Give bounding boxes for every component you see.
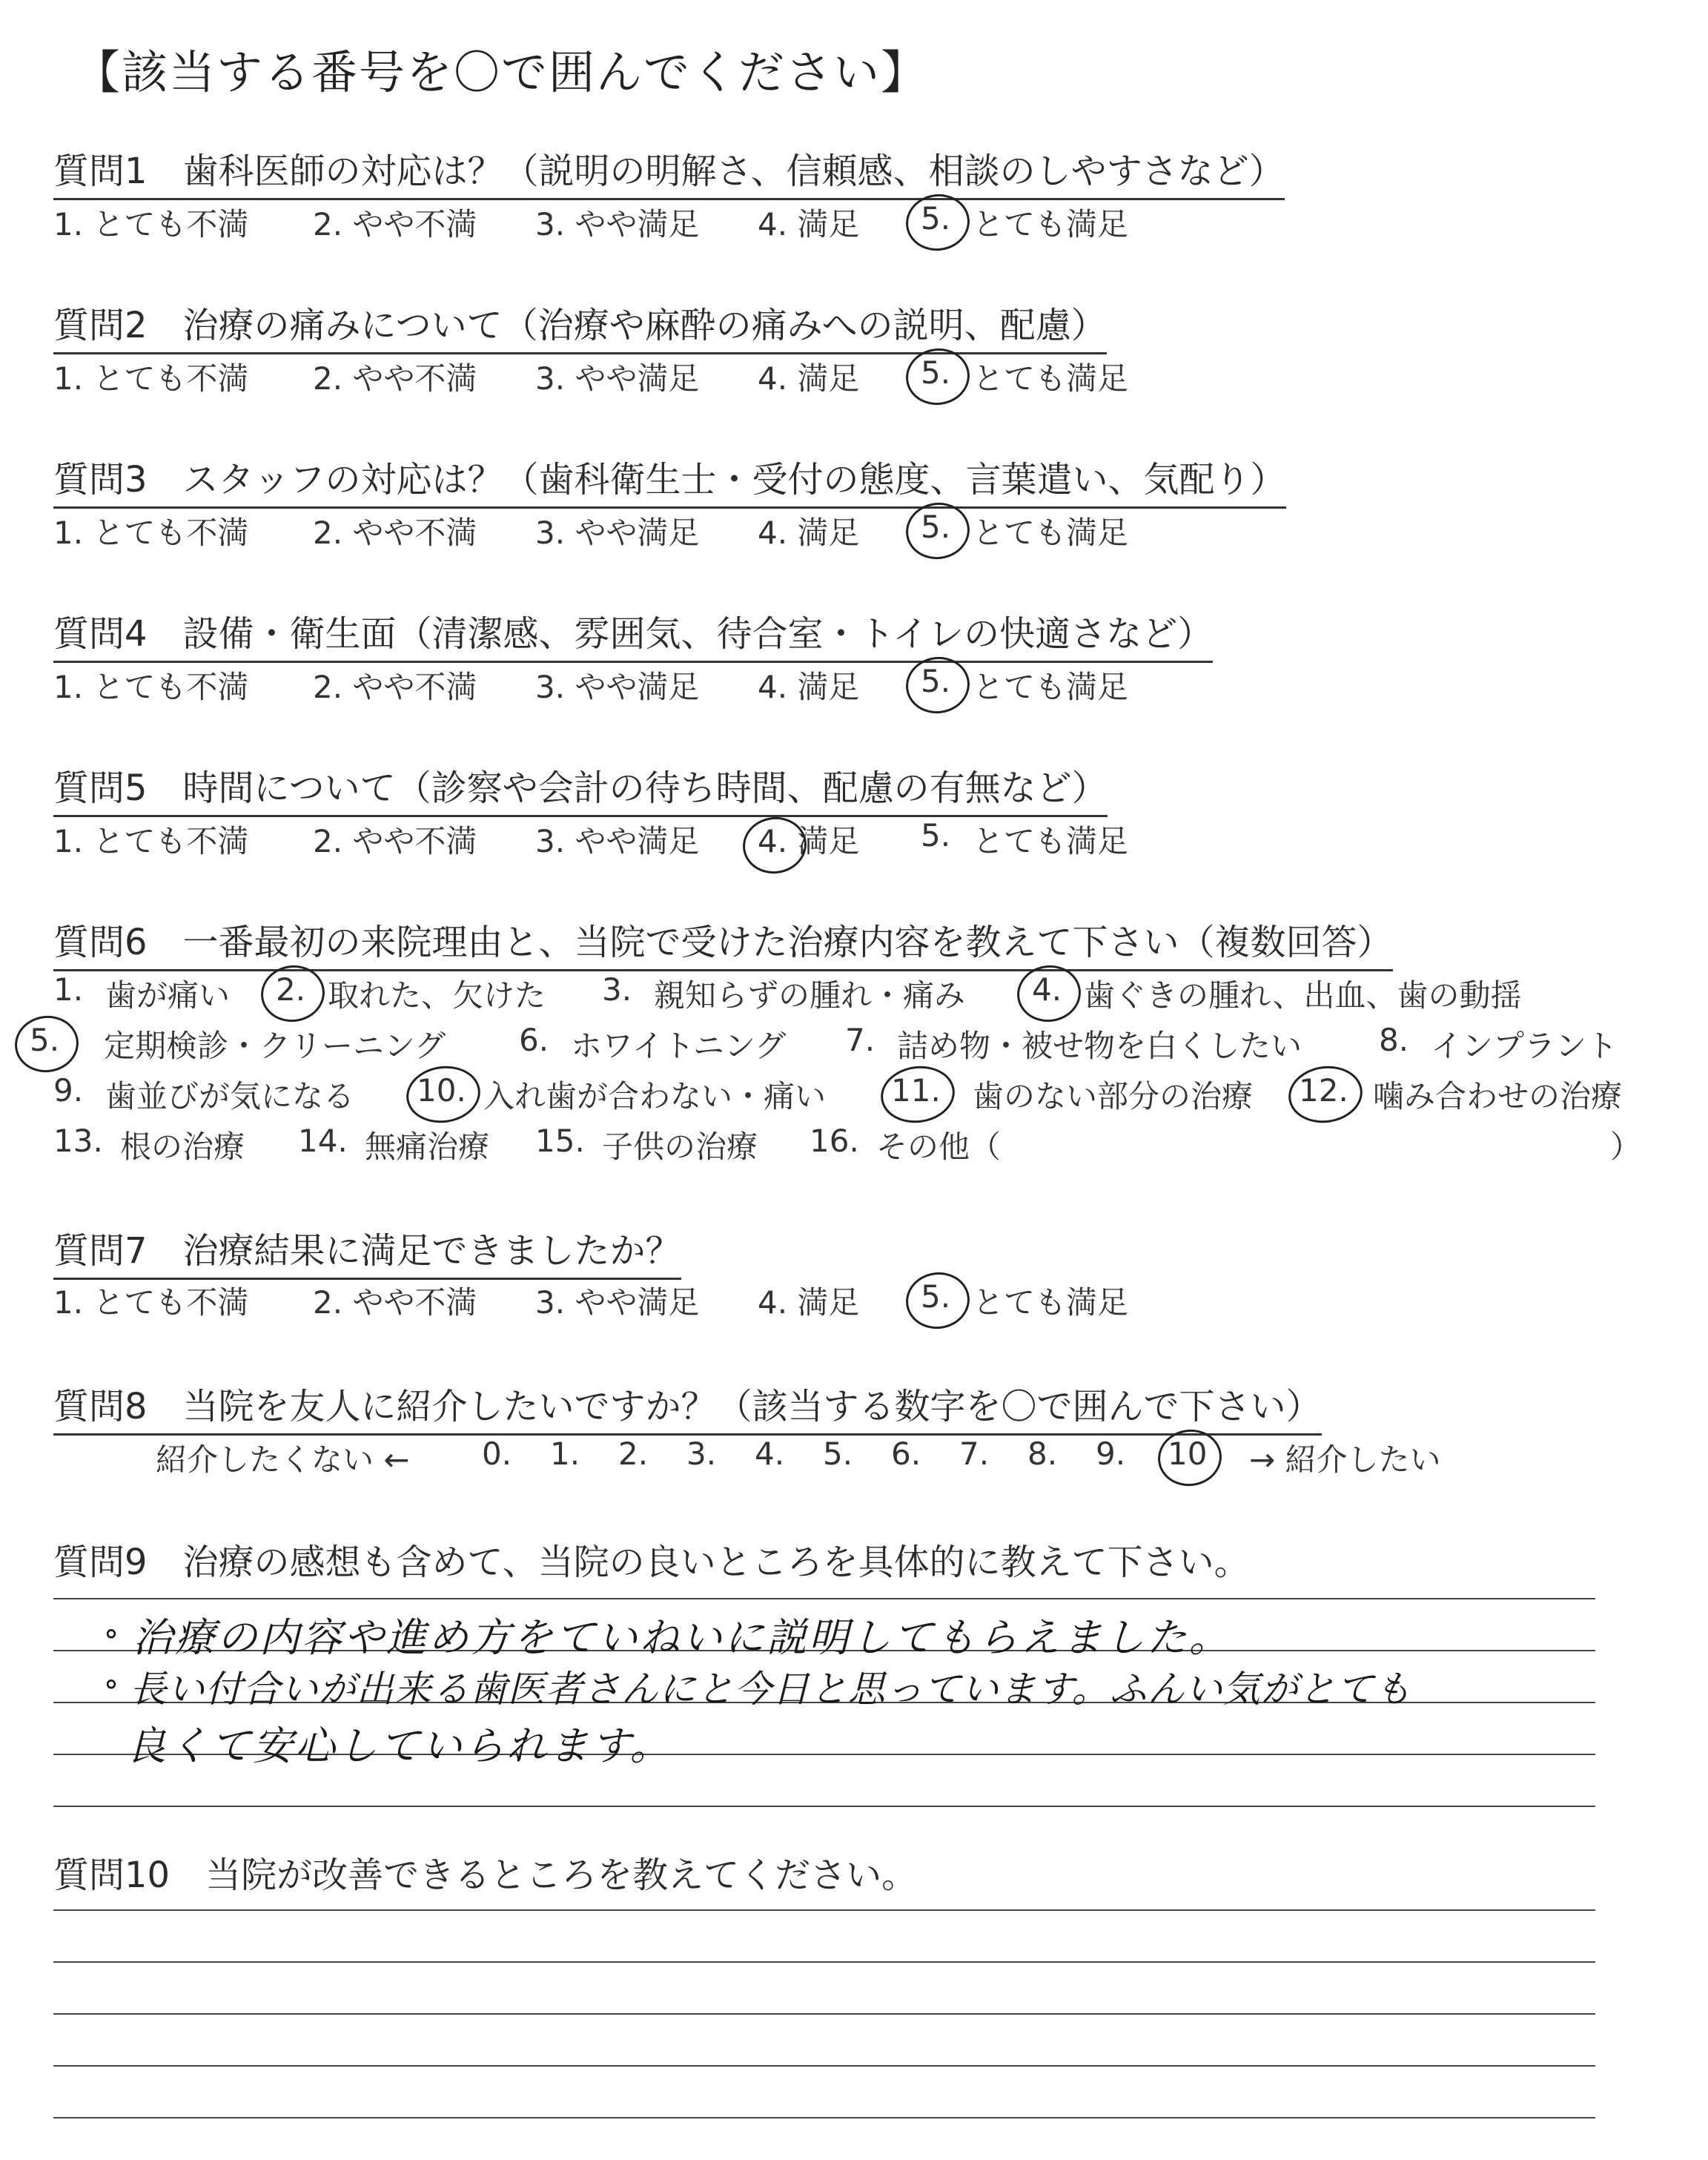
option-1[interactable]: 1. とても不満 <box>53 206 249 242</box>
question-8-scale <box>156 1436 1564 1480</box>
option-number[interactable]: 5. <box>30 1022 59 1058</box>
handwritten-answer-line-1: ° 治療の内容や進め方をていねいに説明してもらえました。 <box>104 1614 1231 1661</box>
option-5[interactable]: 5. <box>921 817 951 853</box>
question-6-title: 質問6 一番最初の来院理由と、当院で受けた治療内容を教えて下さい（複数回答） <box>53 914 1393 971</box>
option-number[interactable]: 12. <box>1299 1072 1348 1109</box>
answer-circle <box>739 813 810 877</box>
question-3-options <box>53 509 1314 553</box>
answer-line <box>53 2065 1595 2067</box>
option-number[interactable]: 10. <box>417 1072 466 1109</box>
option-label: 噛み合わせの治療 <box>1373 1078 1623 1114</box>
option-label: 親知らずの腫れ・痛み <box>654 977 966 1014</box>
option-3[interactable]: 3. やや満足 <box>535 360 700 397</box>
option-5[interactable]: 5. <box>921 354 950 391</box>
option-5[interactable]: 5. <box>921 1278 950 1315</box>
answer-circle <box>878 1061 959 1127</box>
question-4-title: 質問4 設備・衛生面（清潔感、雰囲気、待合室・トイレの快適さなど） <box>53 605 1213 663</box>
option-number[interactable]: 1. <box>53 971 84 1008</box>
handwritten-answer-line-3: 良くて安心していられます。 <box>126 1723 672 1769</box>
option-3[interactable]: 3. やや満足 <box>535 1284 700 1321</box>
option-5[interactable]: 5. <box>921 200 950 237</box>
option-3[interactable]: 3. やや満足 <box>535 669 700 705</box>
option-number[interactable]: 9. <box>53 1072 84 1109</box>
question-6-row-3 <box>53 1072 1684 1117</box>
scale-left-label: 紹介したくない ← <box>156 1441 410 1478</box>
option-number[interactable]: 14. <box>298 1123 348 1159</box>
answer-line <box>53 1909 1595 1911</box>
answer-circle <box>1285 1061 1367 1127</box>
question-6-row-2 <box>30 1022 1661 1066</box>
scale-right-label: → 紹介したい <box>1249 1441 1441 1478</box>
answer-circle <box>11 1011 82 1076</box>
option-number[interactable]: 16. <box>810 1123 859 1159</box>
option-1[interactable]: 1. とても不満 <box>53 669 249 705</box>
option-2[interactable]: 2. やや不満 <box>313 1284 477 1321</box>
question-5-title: 質問5 時間について（診察や会計の待ち時間、配慮の有無など） <box>53 759 1108 817</box>
option-label: 子供の治療 <box>602 1129 758 1165</box>
option-4[interactable]: 4. 満足 <box>758 1284 860 1321</box>
option-2[interactable]: 2. やや不満 <box>313 669 477 705</box>
option-5-label: とても満足 <box>973 206 1129 242</box>
option-number[interactable]: 6. <box>519 1022 549 1058</box>
question-8-title: 質問8 当院を友人に紹介したいですか？（該当する数字を〇で囲んで下さい） <box>53 1378 1322 1436</box>
option-label: その他（ <box>876 1129 1002 1165</box>
option-number[interactable]: 11. <box>891 1072 941 1109</box>
question-3-title: 質問3 スタッフの対応は？（歯科衛生士・受付の態度、言葉遣い、気配り） <box>53 451 1286 509</box>
option-1[interactable]: 1. とても不満 <box>53 1284 249 1321</box>
answer-circle <box>902 1268 973 1332</box>
question-10-title: 質問10 当院が改善できるところを教えてください。 <box>53 1855 918 1896</box>
answer-line <box>53 1961 1595 1963</box>
option-label: 歯ぐきの腫れ、出血、歯の動揺 <box>1084 977 1522 1014</box>
answer-circle <box>403 1061 485 1127</box>
question-9-title: 質問9 治療の感想も含めて、当院の良いところを具体的に教えて下さい。 <box>53 1542 1250 1583</box>
option-label: 歯並びが気になる <box>105 1078 355 1114</box>
option-4[interactable]: 4. 満足 <box>758 817 859 862</box>
option-label: 定期検診・クリーニング <box>104 1028 446 1064</box>
scale-number[interactable]: 0. <box>482 1436 512 1472</box>
option-number[interactable]: 3. <box>602 971 632 1008</box>
scale-number[interactable]: 5. <box>823 1436 853 1472</box>
answer-line <box>53 2013 1595 2015</box>
option-1[interactable]: 1. とても不満 <box>53 823 249 859</box>
question-2-title: 質問2 治療の痛みについて（治療や麻酔の痛みへの説明、配慮） <box>53 297 1107 354</box>
answer-line <box>53 1806 1595 1807</box>
scale-number[interactable]: 10 <box>1168 1436 1207 1472</box>
option-4[interactable]: 4. 満足 <box>758 360 860 397</box>
question-5-options <box>53 817 1314 862</box>
option-number[interactable]: 4. <box>1032 971 1062 1008</box>
option-number[interactable]: 2. <box>276 971 305 1008</box>
question-7-title: 質問7 治療結果に満足できましたか？ <box>53 1222 681 1280</box>
question-2-options <box>53 354 1314 399</box>
scale-number[interactable]: 3. <box>686 1436 717 1472</box>
option-label: 歯のない部分の治療 <box>973 1078 1254 1114</box>
handwritten-answer-line-2: ° 長い付合いが出来る歯医者さんにと今日と思っています。ふんい気がとても <box>104 1668 1412 1711</box>
option-label: 根の治療 <box>120 1129 245 1165</box>
scale-number[interactable]: 8. <box>1027 1436 1058 1472</box>
option-label: 詰め物・被せ物を白くしたい <box>897 1028 1302 1064</box>
scale-number[interactable]: 9. <box>1096 1436 1126 1472</box>
option-5-label: とても満足 <box>973 515 1129 551</box>
question-1-options <box>53 200 1314 245</box>
option-number[interactable]: 13. <box>53 1123 103 1159</box>
option-number[interactable]: 15. <box>535 1123 585 1159</box>
option-label: 取れた、欠けた <box>328 977 546 1014</box>
option-2[interactable]: 2. やや不満 <box>313 823 477 859</box>
option-2[interactable]: 2. やや不満 <box>313 360 477 397</box>
option-label: ホワイトニング <box>571 1028 787 1064</box>
option-2[interactable]: 2. やや不満 <box>313 515 477 551</box>
option-5-label: とても満足 <box>973 669 1129 705</box>
option-4[interactable]: 4. 満足 <box>758 515 860 551</box>
question-7-options <box>53 1278 1314 1323</box>
question-6-row-4 <box>53 1123 1647 1167</box>
option-label: 入れ歯が合わない・痛い <box>483 1078 827 1114</box>
option-number[interactable]: 8. <box>1379 1022 1409 1058</box>
option-3[interactable]: 3. やや満足 <box>535 206 700 242</box>
option-3[interactable]: 3. やや満足 <box>535 823 700 859</box>
option-2[interactable]: 2. やや不満 <box>313 206 477 242</box>
answer-line <box>53 2117 1595 2118</box>
option-label: 歯が痛い <box>105 977 231 1014</box>
scale-number[interactable]: 6. <box>891 1436 921 1472</box>
option-4[interactable]: 4. 満足 <box>758 669 860 705</box>
other-close-paren: ） <box>1610 1129 1642 1165</box>
page-title: 【該当する番号を〇で囲んでください】 <box>74 45 929 99</box>
question-1-title: 質問1 歯科医師の対応は？（説明の明解さ、信頼感、相談のしやすさなど） <box>53 142 1285 200</box>
option-number[interactable]: 7. <box>845 1022 875 1058</box>
scale-number[interactable]: 4. <box>755 1436 785 1472</box>
scale-number[interactable]: 2. <box>618 1436 649 1472</box>
question-6-row-1 <box>53 971 1647 1016</box>
option-label: 無痛治療 <box>365 1129 490 1165</box>
option-5-label: とても満足 <box>973 823 1129 859</box>
scale-number[interactable]: 7. <box>959 1436 990 1472</box>
option-5-label: とても満足 <box>973 360 1129 397</box>
option-1[interactable]: 1. とても不満 <box>53 360 249 397</box>
option-4[interactable]: 4. 満足 <box>758 206 860 242</box>
option-5[interactable]: 5. <box>921 663 950 699</box>
scale-number[interactable]: 1. <box>550 1436 580 1472</box>
option-5-label: とても満足 <box>973 1284 1129 1321</box>
answer-line <box>53 1598 1595 1599</box>
option-label: インプラント <box>1431 1028 1618 1064</box>
option-1[interactable]: 1. とても不満 <box>53 515 249 551</box>
option-3[interactable]: 3. やや満足 <box>535 515 700 551</box>
option-5[interactable]: 5. <box>921 509 950 545</box>
question-4-options <box>53 663 1314 707</box>
